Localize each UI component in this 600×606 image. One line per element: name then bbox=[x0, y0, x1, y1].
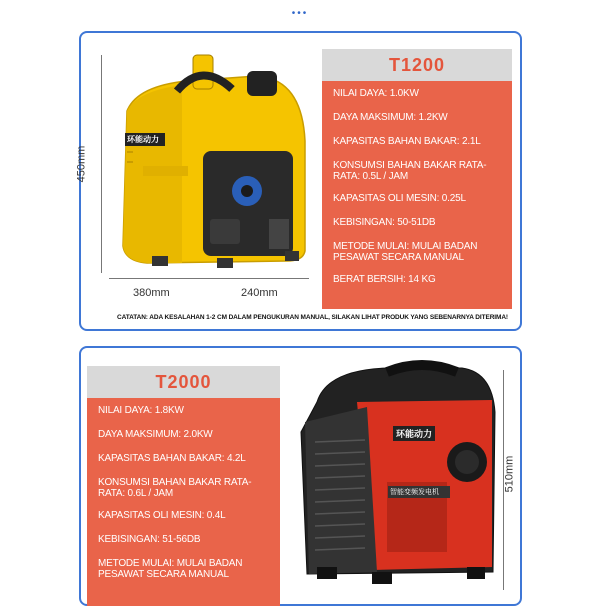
spec-panel-t1200 bbox=[322, 49, 512, 309]
spec-max-power: DAYA MAKSIMUM: 1.2KW bbox=[333, 112, 448, 123]
product-card-t2000 bbox=[79, 346, 522, 606]
height-label: 450mm bbox=[75, 145, 88, 183]
spec-max-power: DAYA MAKSIMUM: 2.0KW bbox=[98, 429, 213, 440]
spec-rated-power: NILAI DAYA: 1.8KW bbox=[98, 405, 184, 416]
spec-fuel-capacity: KAPASITAS BAHAN BAKAR: 4.2L bbox=[98, 453, 246, 464]
generator-t1200-image bbox=[107, 51, 307, 273]
brand-label: 环能动力 bbox=[125, 133, 165, 146]
measurement-note: CATATAN: ADA KESALAHAN 1-2 CM DALAM PENGUKURAN MANUAL, SILAKAN LIHAT PRODUK YANG SEBENARNYA DITERIMA! bbox=[117, 314, 508, 321]
spec-fuel-consumption: KONSUMSI BAHAN BAKAR RATA-RATA: 0.6L / JAM bbox=[98, 477, 252, 499]
height-label: 510mm bbox=[503, 455, 516, 493]
spec-noise: KEBISINGAN: 50-51DB bbox=[333, 217, 436, 228]
model-title: T1200 bbox=[322, 49, 512, 81]
spec-panel-t2000 bbox=[87, 366, 280, 606]
spec-oil-capacity: KAPASITAS OLI MESIN: 0.25L bbox=[333, 193, 466, 204]
spec-fuel-consumption: KONSUMSI BAHAN BAKAR RATA-RATA: 0.5L / JAM bbox=[333, 160, 487, 182]
width-dimension-line bbox=[109, 278, 309, 279]
spec-start-method: METODE MULAI: MULAI BADAN PESAWAT SECARA MANUAL bbox=[98, 558, 243, 580]
model-title: T2000 bbox=[87, 366, 280, 398]
spec-start-method: METODE MULAI: MULAI BADAN PESAWAT SECARA MANUAL bbox=[333, 241, 478, 263]
page-indicator: ••• bbox=[291, 8, 309, 19]
brand-label: 环能动力 bbox=[393, 426, 435, 441]
generator-t2000-image bbox=[287, 362, 497, 592]
height-dimension-line bbox=[101, 55, 102, 273]
panel-label: 智能变频发电机 bbox=[388, 486, 450, 498]
spec-oil-capacity: KAPASITAS OLI MESIN: 0.4L bbox=[98, 510, 226, 521]
spec-net-weight: BERAT BERSIH: 14 KG bbox=[333, 274, 436, 285]
product-card-t1200 bbox=[75, 31, 522, 331]
spec-rated-power: NILAI DAYA: 1.0KW bbox=[333, 88, 419, 99]
depth-label: 240mm bbox=[241, 287, 278, 299]
spec-fuel-capacity: KAPASITAS BAHAN BAKAR: 2.1L bbox=[333, 136, 481, 147]
width-label: 380mm bbox=[133, 287, 170, 299]
spec-noise: KEBISINGAN: 51-56DB bbox=[98, 534, 201, 545]
